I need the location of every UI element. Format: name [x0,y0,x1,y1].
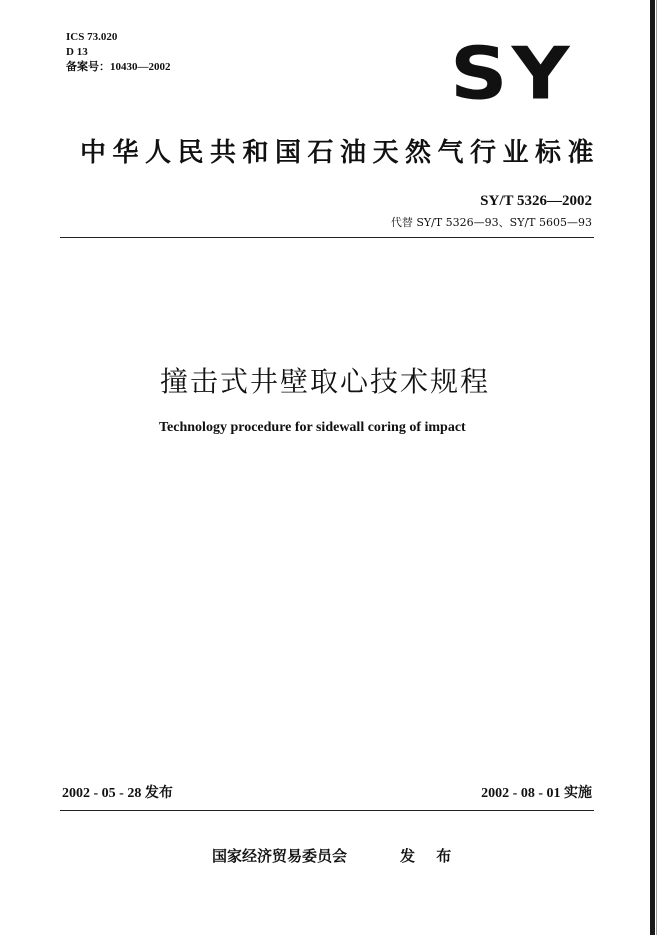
standard-number: SY/T 5326—2002 [480,193,592,209]
meta-block [66,30,171,75]
page-edge-line [656,0,657,935]
publisher-name: 国家经济贸易委员会 [212,847,348,865]
bottom-divider [60,810,594,811]
implementation-date: 2002 - 08 - 01 实施 [481,786,592,801]
agency-title: 中华人民共和国石油天然气行业标准 [80,138,601,168]
top-divider [60,237,594,238]
publish-action: 发 布 [400,847,460,865]
ics-code: ICS 73.020 [66,31,118,43]
replaces-note: 代替 SY/T 5326—93、SY/T 5605—93 [390,216,592,229]
page-edge-bar [650,0,655,935]
issue-date: 2002 - 05 - 28 发布 [62,786,173,801]
title-english: Technology procedure for sidewall coring of impact [159,420,466,435]
title-chinese: 撞击式井壁取心技术规程 [160,365,491,398]
sy-logo: SY [450,31,574,116]
record-number: 备案号：10430—2002 [66,61,171,73]
classification-code: D 13 [66,46,88,58]
